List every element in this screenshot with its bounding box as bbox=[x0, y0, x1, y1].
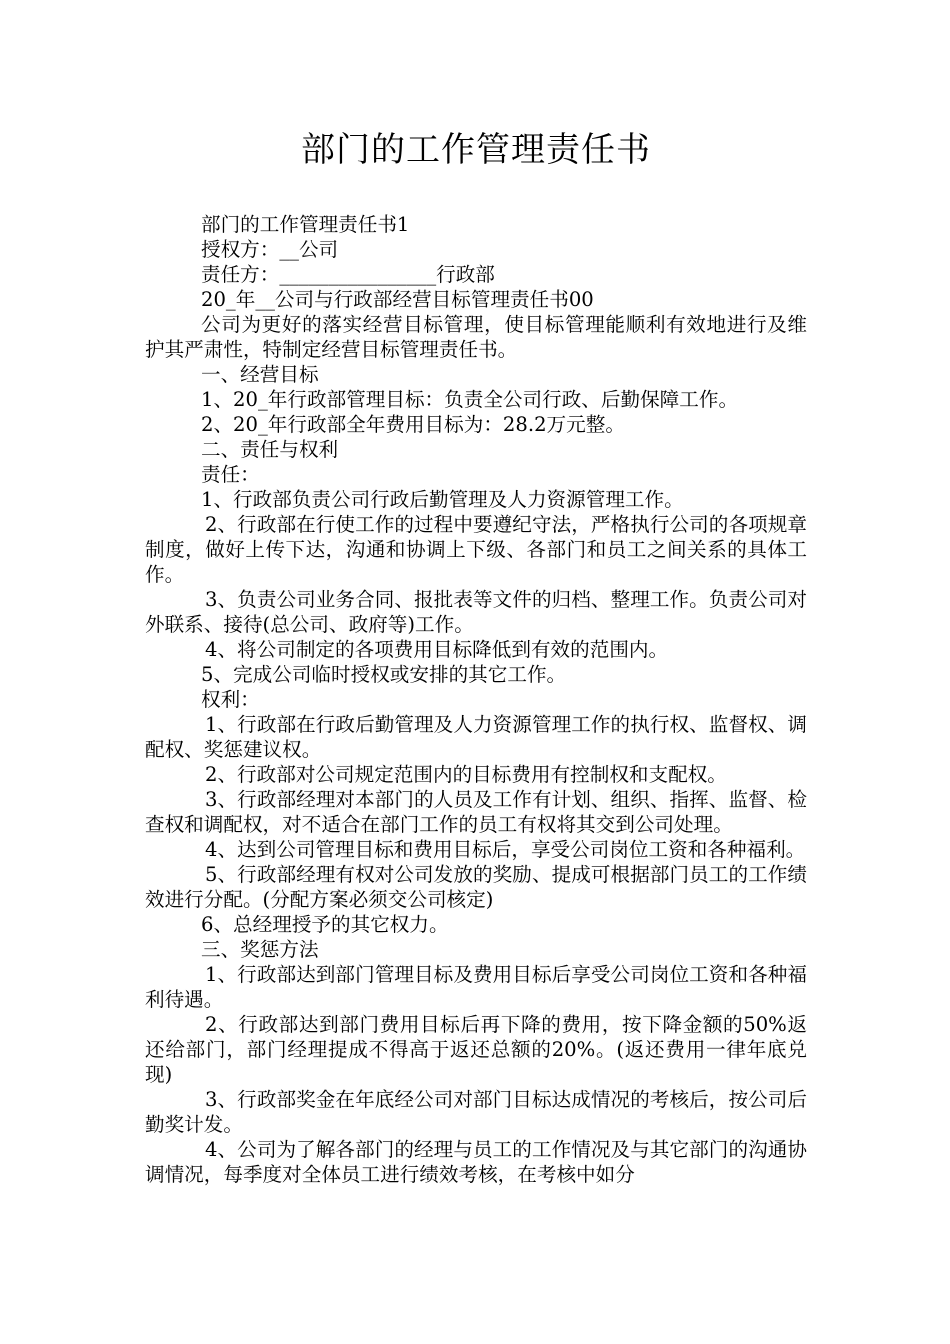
document-title: 部门的工作管理责任书 bbox=[301, 130, 651, 170]
paragraph: 3、负责公司业务合同、报批表等文件的归档、整理工作。负责公司对外联系、接待(总公司、政府等)工作。 bbox=[145, 588, 807, 636]
paragraph: 二、责任与权利 bbox=[201, 438, 339, 461]
paragraph: 权利： bbox=[201, 688, 260, 711]
paragraph: 2、行政部对公司规定范围内的目标费用有控制权和支配权。 bbox=[205, 763, 727, 786]
paragraph: 5、行政部经理有权对公司发放的奖励、提成可根据部门员工的工作绩效进行分配。(分配方案必须交公司核定) bbox=[145, 863, 807, 911]
paragraph: 6、总经理授予的其它权力。 bbox=[201, 913, 449, 936]
paragraph: 1、行政部负责公司行政后勤管理及人力资源管理工作。 bbox=[201, 488, 684, 511]
paragraph: 2、20_年行政部全年费用目标为：28.2万元整。 bbox=[201, 413, 625, 436]
paragraph: 2、行政部达到部门费用目标后再下降的费用，按下降金额的50%返还给部门，部门经理提成不得高于返还总额的20%。(返还费用一律年底兑现) bbox=[145, 1013, 807, 1086]
paragraph: 4、将公司制定的各项费用目标降低到有效的范围内。 bbox=[205, 638, 669, 661]
paragraph: 3、行政部经理对本部门的人员及工作有计划、组织、指挥、监督、检查权和调配权，对不适合在部门工作的员工有权将其交到公司处理。 bbox=[145, 788, 807, 836]
paragraph: 部门的工作管理责任书1 bbox=[201, 213, 410, 236]
paragraph: 2、行政部在行使工作的过程中要遵纪守法，严格执行公司的各项规章制度，做好上传下达，沟通和协调上下级、各部门和员工之间关系的具体工作。 bbox=[145, 513, 807, 586]
paragraph: 4、公司为了解各部门的经理与员工的工作情况及与其它部门的沟通协调情况，每季度对全体员工进行绩效考核，在考核中如分 bbox=[145, 1138, 807, 1186]
paragraph: 20_年__公司与行政部经营目标管理责任书00 bbox=[201, 288, 594, 311]
paragraph: 1、行政部在行政后勤管理及人力资源管理工作的执行权、监督权、调配权、奖惩建议权。 bbox=[145, 713, 807, 761]
paragraph: 1、行政部达到部门管理目标及费用目标后享受公司岗位工资和各种福利待遇。 bbox=[145, 963, 807, 1011]
paragraph: 4、达到公司管理目标和费用目标后，享受公司岗位工资和各种福利。 bbox=[205, 838, 806, 861]
paragraph: 授权方：__公司 bbox=[201, 238, 339, 261]
paragraph: 5、完成公司临时授权或安排的其它工作。 bbox=[201, 663, 567, 686]
paragraph: 1、20_年行政部管理目标：负责全公司行政、后勤保障工作。 bbox=[201, 388, 739, 411]
paragraph: 公司为更好的落实经营目标管理，使目标管理能顺利有效地进行及维护其严肃性，特制定经营目标管理责任书。 bbox=[145, 313, 807, 361]
paragraph: 3、行政部奖金在年底经公司对部门目标达成情况的考核后，按公司后勤奖计发。 bbox=[145, 1088, 807, 1136]
paragraph: 责任： bbox=[201, 463, 260, 486]
paragraph: 一、经营目标 bbox=[201, 363, 319, 386]
paragraph: 责任方：________________行政部 bbox=[201, 263, 495, 286]
paragraph: 三、奖惩方法 bbox=[201, 938, 319, 961]
document-body bbox=[145, 212, 807, 1187]
